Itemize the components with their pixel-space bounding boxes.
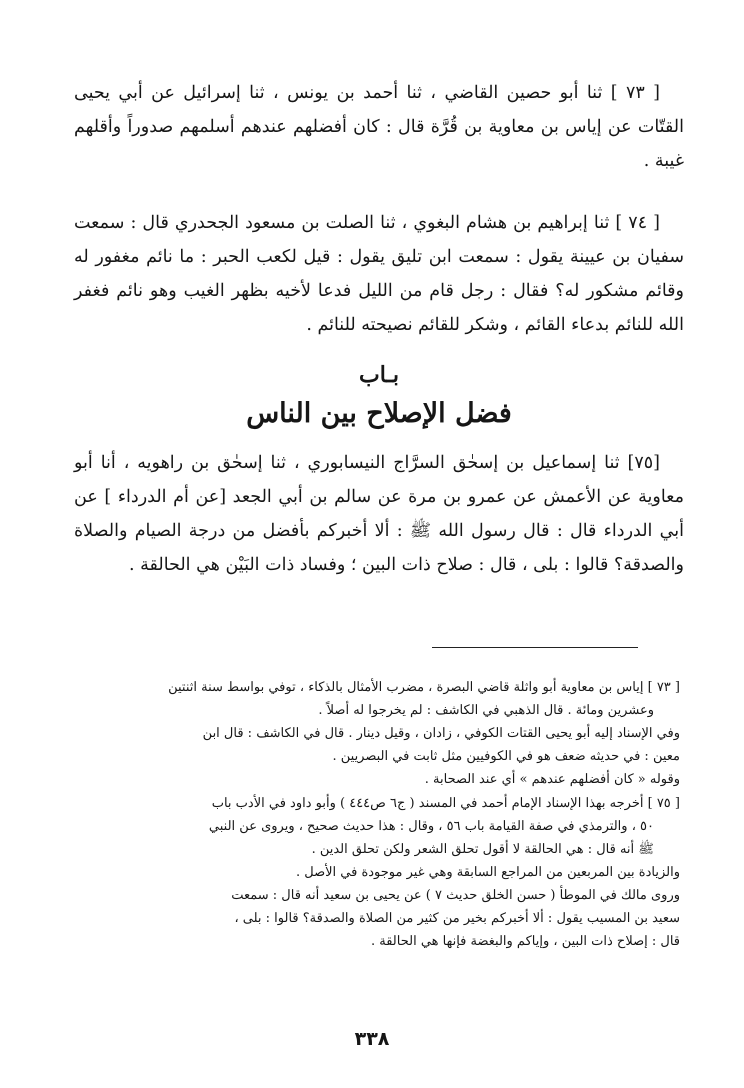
footnote-75 (84, 792, 680, 953)
footnote-line: [ ٧٥ ] أخرجه بهذا الإسناد الإمام أحمد في المسند ( ج٦ ص٤٤٤ ) وأبو داود في الأدب باب (211, 796, 680, 811)
footnote-line: معين : في حديثه ضعف هو في الكوفيين مثل ثابت في البصريين . (332, 749, 680, 764)
footnote-line: وقوله « كان أفضلهم عندهم » أي عند الصحابة . (424, 772, 680, 787)
paragraph-75-text: [٧٥] ثنا إسماعيل بن إسحٰق السرَّاج النيسابوري ، ثنا إسحٰق بن راهويه ، أنا أبو معاوية عن الأعمش عن عمرو بن مرة عن سالم بن أبي الجعد [عن أم الدرداء ] عن أبي الدرداء قال : قال رسول الله ﷺ : ألا أخبركم بأفضل من درجة الصيام والصلاة والصدقة؟ قالوا : بلى ، قال : صلاح ذات البين ؛ وفساد ذات البَيْن هي الحالقة . (74, 453, 684, 575)
page-number: ٣٣٨ (354, 1028, 390, 1050)
footnote-73 (84, 676, 680, 791)
footnote-line: وفي الإسناد إليه أبو يحيى القتات الكوفي ، زادان ، وقيل دينار . قال في الكاشف : قال ابن (202, 726, 680, 741)
footnote-line: وعشرين ومائة . قال الذهبي في الكاشف : لم يخرجوا له أصلاً . (318, 703, 654, 718)
paragraph-74-text: [ ٧٤ ] ثنا إبراهيم بن هشام البغوي ، ثنا الصلت بن مسعود الجحدري قال : سمعت سفيان بن عيينة يقول : سمعت ابن تليق يقول : قيل لكعب الحبر : ما نائم مغفور له وقائم مشكور له؟ فقال : رجل قام من الليل فدعا لأخيه بظهر الغيب وهو نائم فغفر الله للنائم بدعاء القائم ، وشكر للقائم نصيحته للنائم . (74, 213, 684, 335)
paragraph-73-text: [ ٧٣ ] ثنا أبو حصين القاضي ، ثنا أحمد بن يونس ، ثنا إسرائيل عن أبي يحيى القتّات عن إياس بن معاوية بن قُرَّة قال : كان أفضلهم عندهم أسلمهم صدوراً وأقلهم غيبة . (74, 83, 684, 171)
footnote-line: والزيادة بين المربعين من المراجع السابقة وهي غير موجودة في الأصل . (295, 865, 680, 880)
footnote-line: قال : إصلاح ذات البين ، وإياكم والبغضة فإنها هي الحالقة . (370, 934, 680, 949)
footnote-line: وروى مالك في الموطأ ( حسن الخلق حديث ٧ ) عن يحيى بن سعيد أنه قال : سمعت (231, 888, 680, 903)
paragraph-74 (74, 206, 684, 342)
footnote-line: ﷺ أنه قال : هي الحالقة لا أقول تحلق الشعر ولكن تحلق الدين . (311, 842, 654, 857)
paragraph-73 (74, 76, 684, 178)
paragraph-75 (74, 446, 684, 582)
footnote-line: [ ٧٣ ] إياس بن معاوية أبو واثلة قاضي البصرة ، مضرب الأمثال بالذكاء ، توفي بواسط سنة اثنتين (168, 680, 680, 695)
footnote-line: سعيد بن المسيب يقول : ألا أخبركم بخير من كثير من الصلاة والصدقة؟ قالوا : بلى ، (234, 911, 680, 926)
footnote-line: ٥٠ ، والترمذي في صفة القيامة باب ٥٦ ، وقال : هذا حديث صحيح ، ويروى عن النبي (208, 819, 654, 834)
chapter-title: فضل الإصلاح بين الناس (246, 398, 512, 429)
footnote-separator (432, 647, 638, 648)
chapter-label: بـاب (359, 362, 399, 388)
footnotes (84, 676, 680, 954)
